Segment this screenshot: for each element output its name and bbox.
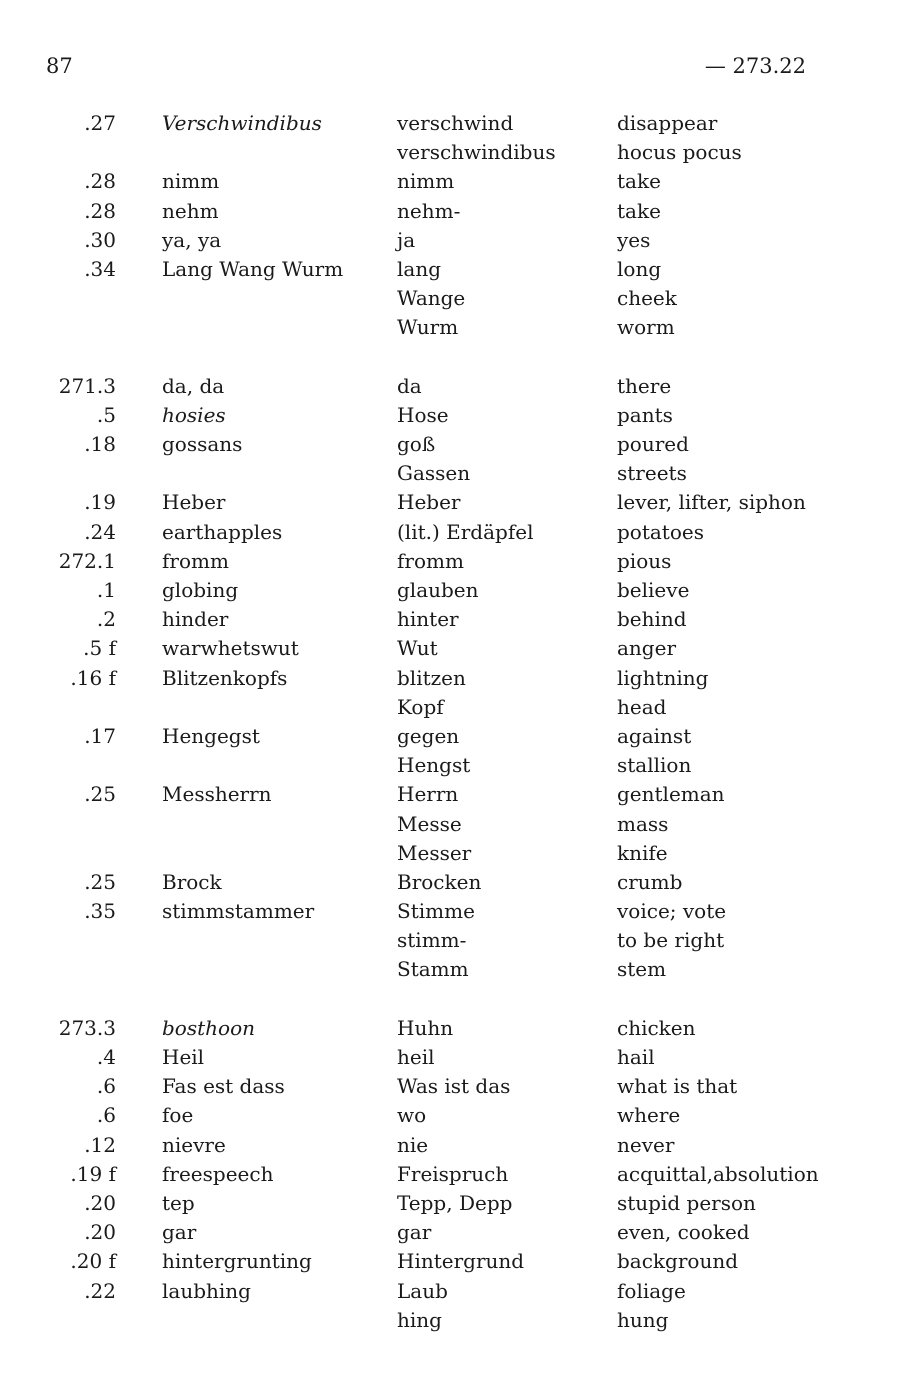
german-root: verschwind [397, 111, 514, 135]
reference-number: .5 f [83, 636, 116, 661]
german-root: Herrn [397, 782, 459, 807]
glossary-row [0, 1247, 904, 1276]
wake-term: Heber [162, 490, 226, 515]
wake-term: Lang Wang Wurm [162, 256, 344, 281]
german-root: wo [397, 1103, 427, 1128]
glossary-row [0, 226, 904, 255]
wake-term: globing [162, 578, 239, 602]
english-gloss: there [617, 373, 672, 398]
glossary-row [0, 1160, 904, 1189]
glossary-row [0, 693, 904, 722]
glossary-row [0, 1043, 904, 1072]
wake-term: Heil [162, 1045, 205, 1069]
german-root: (lit.) Erdäpfel [397, 519, 534, 544]
glossary-row [0, 1218, 904, 1247]
glossary-row [0, 1101, 904, 1130]
page-number: 87 [46, 54, 73, 78]
english-gloss: against [617, 723, 692, 748]
wake-term: da, da [162, 373, 225, 398]
wake-term: nimm [162, 169, 220, 194]
german-root: glauben [397, 578, 479, 602]
english-gloss: lever, lifter, siphon [617, 490, 806, 515]
glossary-row [0, 605, 904, 634]
reference-number: .4 [96, 1045, 116, 1069]
english-gloss: never [617, 1132, 675, 1157]
glossary-table [0, 109, 904, 1335]
row-spacer [0, 985, 904, 1014]
reference-number: .25 [84, 782, 116, 807]
german-root: Kopf [397, 694, 444, 719]
reference-number: .28 [84, 169, 116, 194]
wake-term: fromm [162, 548, 229, 573]
german-root: Was ist das [397, 1074, 511, 1099]
row-spacer [0, 343, 904, 372]
glossary-row [0, 780, 904, 809]
english-gloss: stupid person [617, 1190, 756, 1215]
glossary-row [0, 488, 904, 517]
reference-number: .35 [84, 899, 116, 924]
glossary-row [0, 926, 904, 955]
glossary-row [0, 284, 904, 313]
reference-number: .20 [84, 1190, 116, 1215]
german-root: nimm [397, 169, 455, 194]
german-root: Heber [397, 490, 461, 515]
english-gloss: hail [617, 1045, 655, 1069]
glossary-row [0, 868, 904, 897]
reference-number: .20 [84, 1220, 116, 1245]
reference-number: 272.1 [58, 548, 116, 573]
wake-term: gar [162, 1220, 197, 1245]
glossary-row [0, 751, 904, 780]
wake-term: Blitzenkopfs [162, 665, 288, 690]
english-gloss: mass [617, 811, 669, 836]
english-gloss: behind [617, 607, 687, 632]
english-gloss: gentleman [617, 782, 725, 807]
english-gloss: crumb [617, 869, 683, 894]
glossary-row [0, 1189, 904, 1218]
wake-term: laubhing [162, 1278, 251, 1303]
english-gloss: believe [617, 578, 690, 602]
english-gloss: acquittal,absolution [617, 1161, 819, 1186]
english-gloss: stallion [617, 753, 692, 778]
glossary-row [0, 1072, 904, 1101]
english-gloss: chicken [617, 1015, 696, 1040]
english-gloss: lightning [617, 665, 709, 690]
reference-number: .28 [84, 198, 116, 223]
german-root: Tepp, Depp [397, 1190, 513, 1215]
german-root: Brocken [397, 869, 482, 894]
english-gloss: take [617, 198, 661, 223]
wake-term: hinder [162, 607, 229, 632]
german-root: stimm- [397, 928, 467, 953]
reference-number: .2 [96, 607, 116, 632]
wake-term: Verschwindibus [162, 111, 322, 135]
english-gloss: where [617, 1103, 681, 1128]
english-gloss: potatoes [617, 519, 704, 544]
german-root: Wut [397, 636, 438, 661]
german-root: gegen [397, 723, 460, 748]
german-root: verschwindibus [397, 140, 556, 165]
german-root: da [397, 373, 422, 398]
german-root: nehm- [397, 198, 461, 223]
english-gloss: streets [617, 461, 687, 486]
glossary-row [0, 109, 904, 138]
glossary-row [0, 372, 904, 401]
glossary-row [0, 255, 904, 284]
german-root: Huhn [397, 1015, 454, 1040]
wake-term: gossans [162, 432, 243, 457]
glossary-row [0, 401, 904, 430]
reference-number: .30 [84, 227, 116, 252]
reference-number: .19 [84, 490, 116, 515]
wake-term: Messherrn [162, 782, 272, 807]
english-gloss: poured [617, 432, 689, 457]
glossary-row [0, 1277, 904, 1306]
english-gloss: pious [617, 548, 672, 573]
wake-term: stimmstammer [162, 899, 315, 924]
wake-term: foe [162, 1103, 194, 1128]
german-root: Hose [397, 402, 449, 427]
german-root: goß [397, 432, 436, 457]
english-gloss: hocus pocus [617, 140, 742, 165]
wake-term: earthapples [162, 519, 283, 544]
german-root: fromm [397, 548, 464, 573]
german-root: lang [397, 256, 442, 281]
german-root: ja [397, 227, 416, 252]
english-gloss: voice; vote [617, 899, 727, 924]
german-root: hinter [397, 607, 459, 632]
wake-term: bosthoon [162, 1015, 255, 1040]
reference-number: .5 [96, 402, 116, 427]
german-root: Messe [397, 811, 462, 836]
running-head: — 273.22 [704, 54, 806, 78]
english-gloss: take [617, 169, 661, 194]
german-root: Messer [397, 840, 472, 865]
english-gloss: pants [617, 402, 673, 427]
german-root: Stamm [397, 957, 469, 982]
glossary-row [0, 839, 904, 868]
reference-number: .1 [96, 578, 116, 602]
german-root: heil [397, 1045, 435, 1069]
reference-number: .17 [84, 723, 116, 748]
german-root: Wurm [397, 315, 459, 340]
english-gloss: foliage [617, 1278, 686, 1303]
german-root: Laub [397, 1278, 448, 1303]
english-gloss: even, cooked [617, 1220, 750, 1245]
wake-term: freespeech [162, 1161, 274, 1186]
wake-term: hosies [162, 402, 226, 427]
german-root: Freispruch [397, 1161, 509, 1186]
german-root: Hengst [397, 753, 471, 778]
reference-number: .25 [84, 869, 116, 894]
wake-term: warwhetswut [162, 636, 299, 661]
english-gloss: disappear [617, 111, 718, 135]
german-root: gar [397, 1220, 432, 1245]
glossary-row [0, 313, 904, 342]
wake-term: tep [162, 1190, 195, 1215]
glossary-row [0, 138, 904, 167]
wake-term: Fas est dass [162, 1074, 285, 1099]
reference-number: 271.3 [58, 373, 116, 398]
reference-number: .27 [84, 111, 116, 135]
english-gloss: long [617, 256, 662, 281]
wake-term: ya, ya [162, 227, 222, 252]
glossary-row [0, 430, 904, 459]
glossary-row [0, 1131, 904, 1160]
german-root: hing [397, 1307, 442, 1332]
glossary-row [0, 1306, 904, 1335]
reference-number: .12 [84, 1132, 116, 1157]
wake-term: Hengegst [162, 723, 260, 748]
reference-number: .19 f [70, 1161, 116, 1186]
english-gloss: stem [617, 957, 667, 982]
english-gloss: cheek [617, 286, 677, 311]
glossary-row [0, 722, 904, 751]
english-gloss: background [617, 1249, 739, 1274]
english-gloss: knife [617, 840, 668, 865]
german-root: Wange [397, 286, 466, 311]
glossary-row [0, 955, 904, 984]
glossary-row [0, 167, 904, 196]
reference-number: .18 [84, 432, 116, 457]
english-gloss: what is that [617, 1074, 738, 1099]
reference-number: .22 [84, 1278, 116, 1303]
reference-number: 273.3 [58, 1015, 116, 1040]
reference-number: .6 [96, 1074, 116, 1099]
glossary-row [0, 897, 904, 926]
english-gloss: hung [617, 1307, 669, 1332]
glossary-row [0, 1014, 904, 1043]
wake-term: Brock [162, 869, 222, 894]
german-root: nie [397, 1132, 429, 1157]
glossary-row [0, 634, 904, 663]
reference-number: .20 f [70, 1249, 116, 1274]
wake-term: nehm [162, 198, 219, 223]
glossary-row [0, 197, 904, 226]
english-gloss: head [617, 694, 667, 719]
english-gloss: yes [617, 227, 651, 252]
english-gloss: worm [617, 315, 675, 340]
glossary-row [0, 664, 904, 693]
glossary-row [0, 518, 904, 547]
wake-term: hintergrunting [162, 1249, 312, 1274]
english-gloss: anger [617, 636, 677, 661]
glossary-row [0, 547, 904, 576]
glossary-row [0, 459, 904, 488]
english-gloss: to be right [617, 928, 725, 953]
glossary-row [0, 576, 904, 605]
reference-number: .24 [84, 519, 116, 544]
reference-number: .6 [96, 1103, 116, 1128]
wake-term: nievre [162, 1132, 226, 1157]
german-root: Gassen [397, 461, 471, 486]
glossary-row [0, 810, 904, 839]
german-root: Stimme [397, 899, 475, 924]
german-root: blitzen [397, 665, 466, 690]
german-root: Hintergrund [397, 1249, 525, 1274]
reference-number: .34 [84, 256, 116, 281]
reference-number: .16 f [70, 665, 116, 690]
